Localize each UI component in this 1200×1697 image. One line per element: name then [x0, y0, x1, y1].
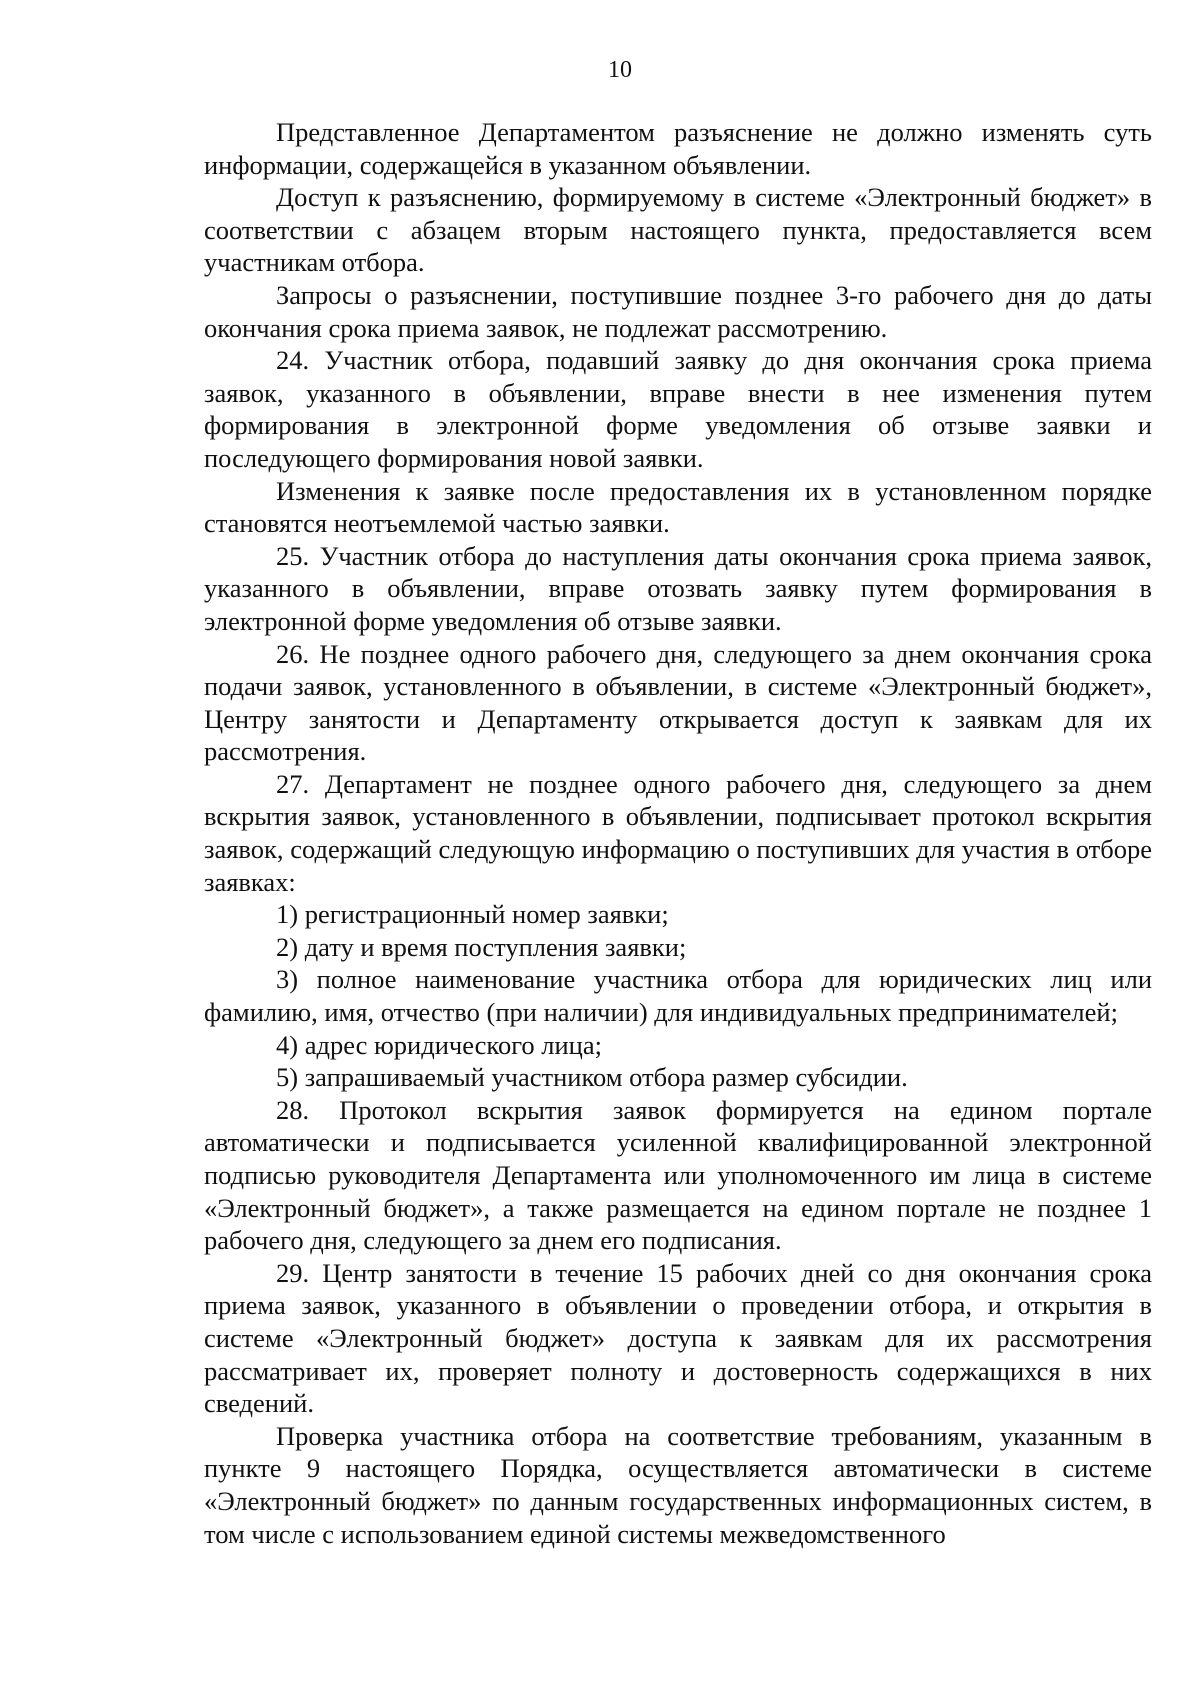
paragraph-item-29: 29. Центр занятости в течение 15 рабочих дней со дня окончания срока приема заявок, указанного в объявлении о проведении отбора, и открытия в системе «Электронный бюджет» доступа к заявкам для их рассмотрения рассматривает их, проверяет полноту и достоверность содержащихся в них сведений.: [204, 1257, 1152, 1419]
paragraph-application-changes: Изменения к заявке после предоставления их в установленном порядке становятся неотъемлемой частью заявки.: [204, 475, 1152, 539]
paragraph-clarification-content: Представленное Департаментом разъяснение не должно изменять суть информации, содержащейся в указанном объявлении.: [204, 117, 1152, 180]
list-item-legal-address: 4) адрес юридического лица;: [276, 1029, 602, 1060]
list-item-registration-number: 1) регистрационный номер заявки;: [276, 899, 669, 930]
paragraph-clarification-access: Доступ к разъяснению, формируемому в системе «Электронный бюджет» в соответствии с абзацем вторым настоящего пункта, предоставляется всем участникам отбора.: [204, 182, 1152, 278]
paragraph-item-26: 26. Не позднее одного рабочего дня, следующего за днем окончания срока подачи заявок, установленного в объявлении, в системе «Электронный бюджет», Центру занятости и Департаменту открывается доступ к заявкам для их рассмотрения.: [204, 638, 1152, 767]
paragraph-item-27: 27. Департамент не позднее одного рабочего дня, следующего за днем вскрытия заявок, установленного в объявлении, подписывает протокол вскрытия заявок, содержащий следующую информацию о поступивших для участия в отборе заявках:: [204, 768, 1152, 897]
paragraph-item-28: 28. Протокол вскрытия заявок формируется на едином портале автоматически и подписывается усиленной квалифицированной электронной подписью руководителя Департамента или уполномоченного им лица в системе «Электронный бюджет», а также размещается на едином портале не позднее 1 рабочего дня, следующего за днем его подписания.: [204, 1094, 1152, 1256]
document-body: [204, 116, 1152, 1550]
paragraph-clarification-requests: Запросы о разъяснении, поступившие позднее 3-го рабочего дня до даты окончания срока приема заявок, не подлежат рассмотрению.: [204, 279, 1152, 343]
page-number: 10: [608, 57, 632, 83]
paragraph-participant-check: Проверка участника отбора на соответствие требованиям, указанным в пункте 9 настоящего Порядка, осуществляется автоматически в системе «Электронный бюджет» по данным государственных информационных систем, в том числе с использованием единой системы межведомственного: [204, 1420, 1152, 1549]
list-item-participant-name: 3) полное наименование участника отбора для юридических лиц или фамилию, имя, отчество (при наличии) для индивидуальных предпринимателей;: [204, 964, 1152, 1028]
paragraph-item-25: 25. Участник отбора до наступления даты окончания срока приема заявок, указанного в объявлении, вправе отозвать заявку путем формирования в электронной форме уведомления об отзыве заявки.: [204, 540, 1152, 636]
list-item-receipt-datetime: 2) дату и время поступления заявки;: [276, 931, 687, 962]
paragraph-item-24: 24. Участник отбора, подавший заявку до дня окончания срока приема заявок, указанного в объявлении, вправе внести в нее изменения путем формирования в электронной форме уведомления об отзыве заявки и последующего формирования новой заявки.: [204, 345, 1152, 473]
list-item-subsidy-amount: 5) запрашиваемый участником отбора размер субсидии.: [276, 1062, 908, 1093]
